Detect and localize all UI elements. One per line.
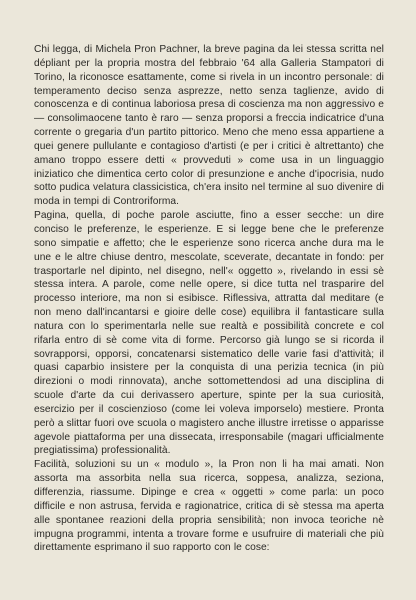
paragraph-1: Chi legga, di Michela Pron Pachner, la breve pagina da lei stessa scritta nel dépliant per la propria mostra del febbraio '64 alla Galleria Stampatori di Torino, la riconosce esattamente, come si rivela in un incontro personale: di temperamento deciso senza asprezze, netto senza taglienze, avido di conoscenza e di continua laboriosa presa di coscienza ma non aggressivo e — consolimaocene tanto è raro — senza proporsi a freccia indicatrice d'una corrente o gregaria d'un partito pittorico. Meno che meno essa appartiene a quei genere pullulante e contagioso d'artisti (e per i critici è altrettanto) che amano troppo essere detti « provveduti » come usa in un linguaggio iniziatico che dimentica certo color di presunzione e anche d'ipocrisia, nudo sotto pudica velatura classicistica, ch'era insito nel termine al suo divenire di moda in tempi di Controriforma. — [34, 44, 384, 208]
paragraph-3: Facilità, soluzioni su un « modulo », la Pron non li ha mai amati. Non assorta ma assorbita nella sua ricerca, soppesa, analizza, seziona, differenzia, riassume. Dipinge e crea « oggetti » come parla: un poco difficile e non astrusa, fervida e ragionatrice, critica di sè stessa ma aperta alle spontanee reazioni della propria sensibilità; non invoca teoriche nè impugna programmi, intenta a trovare forme e usufruire di materiali che più direttamente esprimano il suo rapporto con le cose: — [34, 459, 384, 554]
paragraph-2: Pagina, quella, di poche parole asciutte, fino a esser secche: un dire conciso le preferenze, le esperienze. E si legge bene che le preferenze sono simpatie e affetto; che le esperienze sono ricerca anche dura ma le une e le altre chiuse dentro, mescolate, sceverate, decantate in fondo: per trasportarle nel dipinto, nel disegno, nell'« oggetto », rivelando in essi sè stessa intera. A parole, come nelle opere, si dice tutta nel trasparire del processo interiore, ma non si esibisce. Riflessiva, attratta dal meditare (e non meno dall'incantarsi e gioire delle cose) equilibra il fantasticare sulla natura con lo sperimentarla nelle sue realtà e possibilità concrete e col rifarla entro di sè come vita di forme. Percorso già lungo se si ricorda il sovrapporsi, opporsi, concatenarsi sistematico delle varie fasi d'attività; il quasi caparbio insistere per la conquista di una perizia tecnica (in più direzioni o modi rinnovata), anche sottomettendosi ad una disciplina di scuole d'arte da cui derivassero aperture, spinte per la sua curiosità, esercizio per il coscienzioso (come lei voleva imporselo) mestiere. Pronta però a slittar fuori ove scuola o magistero anche illustre irretisse o apparisse agevole piattaforma per una dissecata, irresponsabile (magari ufficialmente pregiatissima) professionalità. — [34, 210, 384, 457]
article-text — [34, 43, 384, 555]
